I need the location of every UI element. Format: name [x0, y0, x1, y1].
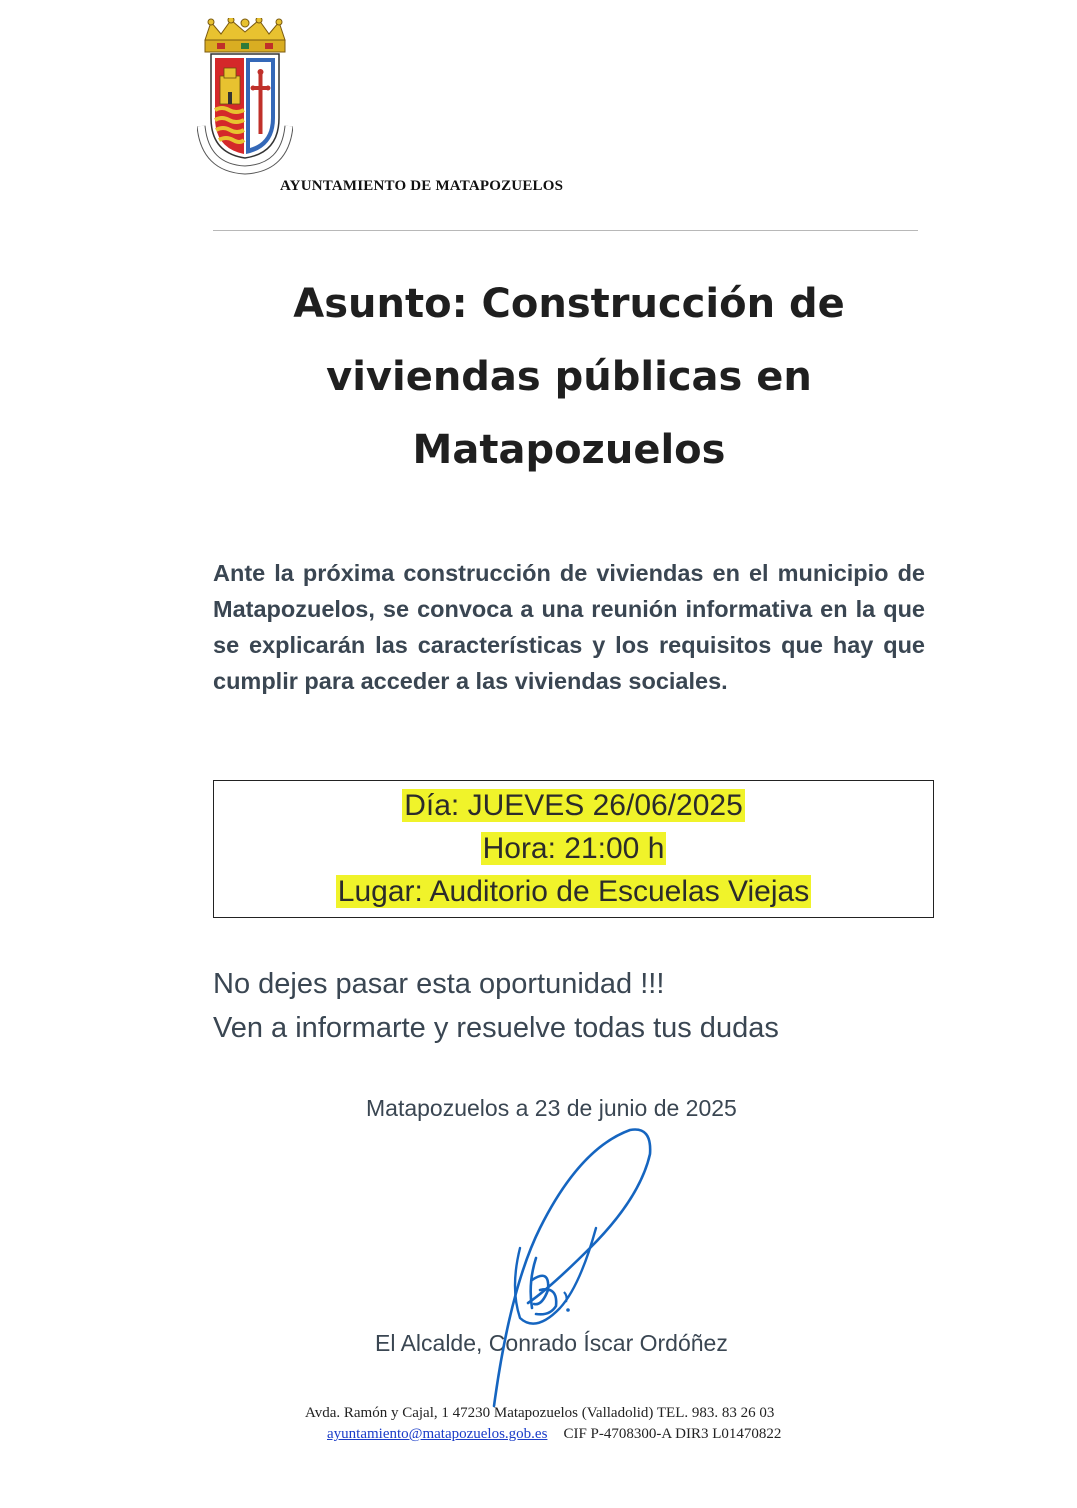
footer-address: Avda. Ramón y Cajal, 1 47230 Matapozuelos (Valladolid) TEL. 983. 83 26 03: [305, 1405, 775, 1421]
signature-icon: [480, 1118, 680, 1408]
event-day: Día: JUEVES 26/06/2025: [404, 789, 743, 822]
cta-line: Ven a informarte y resuelve todas tus dudas: [213, 1012, 779, 1044]
email-link[interactable]: ayuntamiento@matapozuelos.gob.es: [327, 1426, 548, 1442]
footer-ids: CIF P-4708300-A DIR3 L01470822: [563, 1426, 782, 1442]
event-details-box: [213, 780, 934, 918]
footer-contact: [327, 1426, 781, 1443]
header-divider: [213, 230, 918, 231]
body-paragraph: Ante la próxima construcción de viviendas en el municipio de Matapozuelos, se convoca a una reunión informativa en la que se explicarán las características y los requisitos que hay que cumplir para acceder a las viviendas sociales.: [213, 560, 925, 694]
signer-name: El Alcalde, Conrado Íscar Ordóñez: [375, 1330, 728, 1356]
call-to-action: [213, 962, 779, 1050]
event-place: Lugar: Auditorio de Escuelas Viejas: [337, 875, 810, 908]
organization-name: AYUNTAMIENTO DE MATAPOZUELOS: [280, 178, 564, 194]
crown-icon: [205, 18, 285, 52]
cta-line: No dejes pasar esta oportunidad !!!: [213, 968, 665, 1000]
title-line: viviendas públicas en: [326, 354, 812, 400]
page-title: [213, 268, 925, 487]
coat-of-arms-icon: [197, 18, 293, 178]
shield-icon: [211, 54, 279, 158]
event-time: Hora: 21:00 h: [482, 832, 665, 865]
date-line: Matapozuelos a 23 de junio de 2025: [366, 1095, 737, 1121]
title-line: Asunto: Construcción de: [293, 281, 845, 327]
title-line: Matapozuelos: [412, 427, 726, 473]
